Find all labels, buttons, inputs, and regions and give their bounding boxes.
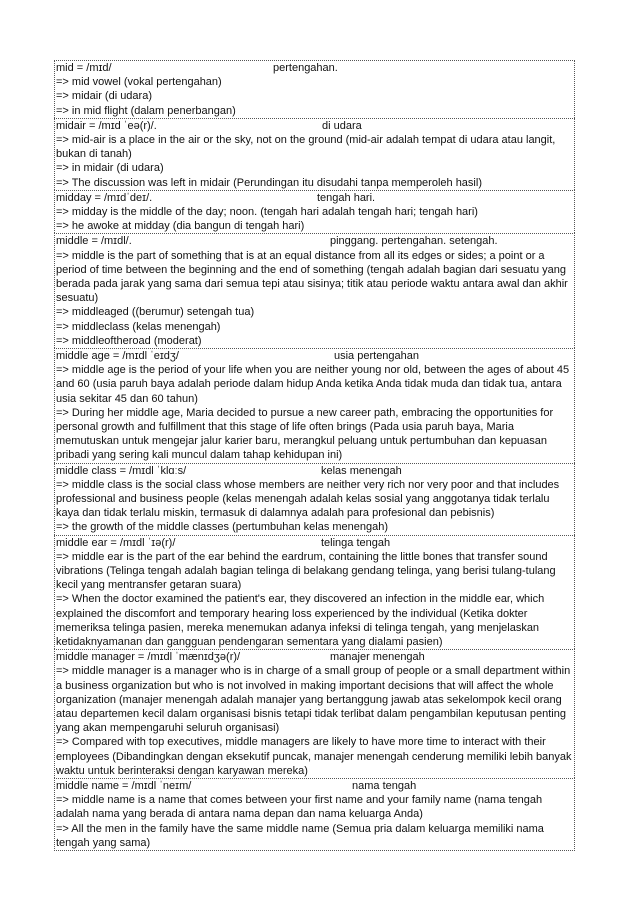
dictionary-entry-mid — [54, 60, 575, 118]
entry-line: => in midair (di udara) — [56, 162, 164, 175]
entry-header — [56, 779, 573, 793]
entry-line: => in mid flight (dalam penerbangan) — [56, 104, 236, 117]
entry-line: => Compared with top executives, middle managers are likely to have more time to interact with their employees (Dibandingkan dengan eksekutif puncak, manajer menengah cenderung memiliki lebih banyak waktu untuk berinteraksi dengan karyawan mereka) — [56, 736, 572, 777]
entry-term: midair = /mɪd ˈeə(r)/. — [56, 119, 157, 132]
dictionary-entry-middle — [54, 233, 575, 348]
entry-header — [56, 536, 573, 550]
entry-meaning: di udara — [322, 119, 362, 132]
entry-line: => middle ear is the part of the ear behind the eardrum, containing the little bones that transfer sound vibrations (Telinga tengah adalah bagian telinga di belakang gendang telinga, yang berisi tulang-tulang kecil yang mentransfer getaran suara) — [56, 550, 556, 592]
entry-line: => mid-air is a place in the air or the sky, not on the ground (mid-air adalah tempat di udara atau langit, bukan di tanah) — [56, 133, 556, 161]
entry-line: => All the men in the family have the same middle name (Semua pria dalam keluarga memiliki nama tengah yang sama) — [56, 822, 544, 849]
dictionary-entry-middle-name — [54, 778, 575, 851]
entry-line: => When the doctor examined the patient's ear, they discovered an infection in the middle ear, which explained the discomfort and temporary hearing loss experienced by the individual (Ketika dokter memeriksa telinga pasien, mereka menemukan adanya infeksi di telinga tengah, yang menjelaskan ketidaknyamanan dan gangguan pendengaran sementara yang dialami pasien) — [56, 593, 545, 649]
entry-meaning: kelas menengah — [321, 464, 402, 477]
entry-term: middle class = /mɪdl ˈklɑːs/ — [56, 464, 187, 477]
entry-line: => middle age is the period of your life when you are neither young nor old, between the ages of about 45 and 60 (usia paruh baya adalah periode dalam hidup Anda ketika Anda tidak muda dan tidak tua, antara usia sekitar 45 dan 60 tahun) — [56, 364, 570, 405]
dictionary-entry-midair — [54, 118, 575, 190]
dictionary-entry-middle-manager — [54, 649, 575, 778]
entry-line: => middle manager is a manager who is in charge of a small group of people or a small department within a business organization but who is not involved in making important decisions that will affect the whole organization (manajer menengah adalah manajer yang bertanggung jawab atas sekelompok kecil orang atau departemen kecil dalam organisasi bisnis tetapi tidak terlibat dalam pengambilan keputusan penting yang akan mempengaruhi seluruh organisasi) — [56, 665, 571, 735]
dictionary-entry-midday — [54, 190, 575, 234]
entry-meaning: manajer menengah — [330, 651, 425, 664]
dictionary-entry-middle-ear — [54, 535, 575, 650]
entry-meaning: pinggang. pertengahan. setengah. — [330, 235, 498, 248]
dictionary-list — [54, 60, 575, 851]
entry-line: => the growth of the middle classes (pertumbuhan kelas menengah) — [56, 521, 389, 534]
entry-line: => middleclass (kelas menengah) — [56, 320, 221, 333]
entry-meaning: nama tengah — [352, 780, 417, 793]
entry-meaning: telinga tengah — [321, 536, 391, 549]
dictionary-entry-middle-class — [54, 463, 575, 535]
entry-term: mid = /mɪd/ — [56, 62, 112, 74]
entry-header — [56, 191, 573, 205]
entry-term: middle name = /mɪdl ˈneɪm/ — [56, 780, 192, 793]
entry-header — [56, 234, 573, 248]
dictionary-entry-middle-age — [54, 348, 575, 463]
entry-term: middle = /mɪdl/. — [56, 235, 132, 248]
entry-line: => middleoftheroad (moderat) — [56, 334, 202, 347]
entry-term: middle ear = /mɪdl ˈɪə(r)/ — [56, 536, 176, 549]
entry-header — [56, 349, 573, 363]
entry-line: => middle is the part of something that is at an equal distance from all its edges or sides; a point or a period of time between the beginning and the end of something (tengah adalah bagian dari sesuatu yang berada pada jarak yang sama dari semua tepi atau sisinya; titik atau periode waktu antara awal dan akhir sesuatu) — [56, 249, 568, 305]
entry-meaning: pertengahan. — [273, 62, 338, 74]
entry-term: middle manager = /mɪdl ˈmænɪdʒə(r)/ — [56, 651, 241, 664]
entry-meaning: usia pertengahan — [334, 350, 420, 362]
entry-line: => middle name is a name that comes between your first name and your family name (nama tengah adalah nama yang berada di antara nama depan dan nama keluarga Anda) — [56, 794, 543, 821]
entry-line: => he awoke at midday (dia bangun di tengah hari) — [56, 220, 305, 233]
entry-line: => middleaged ((berumur) setengah tua) — [56, 306, 255, 319]
entry-line: => midair (di udara) — [56, 90, 152, 103]
entry-term: midday = /mɪdˈdeɪ/. — [56, 191, 153, 204]
entry-line: => midday is the middle of the day; noon. (tengah hari adalah tengah hari; tengah hari) — [56, 205, 478, 218]
entry-header — [56, 464, 573, 478]
entry-line: => The discussion was left in midair (Perundingan itu disudahi tanpa memperoleh hasil) — [56, 176, 482, 189]
entry-header — [56, 650, 573, 664]
entry-term: middle age = /mɪdl ˈeɪdʒ/ — [56, 350, 179, 362]
entry-line: => middle class is the social class whose members are neither very rich nor very poor and that includes professional and business people (kelas menengah adalah kelas sosial yang anggotanya tidak terlalu kaya dan tidak terlalu miskin, termasuk di dalamnya adalah para profesional dan pebisnis) — [56, 478, 560, 520]
entry-line: => During her middle age, Maria decided to pursue a new career path, embracing the opportunities for personal growth and fulfillment that this stage of life often brings (Pada usia paruh baya, Maria memutuskan untuk mengejar jalur karier baru, merangkul peluang untuk pertumbuhan dan kepuasan pribadi yang sering kali muncul dalam tahap kehidupan ini) — [56, 406, 554, 462]
entry-line: => mid vowel (vokal pertengahan) — [56, 76, 222, 89]
entry-meaning: tengah hari. — [317, 191, 376, 204]
entry-header — [56, 61, 573, 75]
entry-header — [56, 119, 573, 133]
